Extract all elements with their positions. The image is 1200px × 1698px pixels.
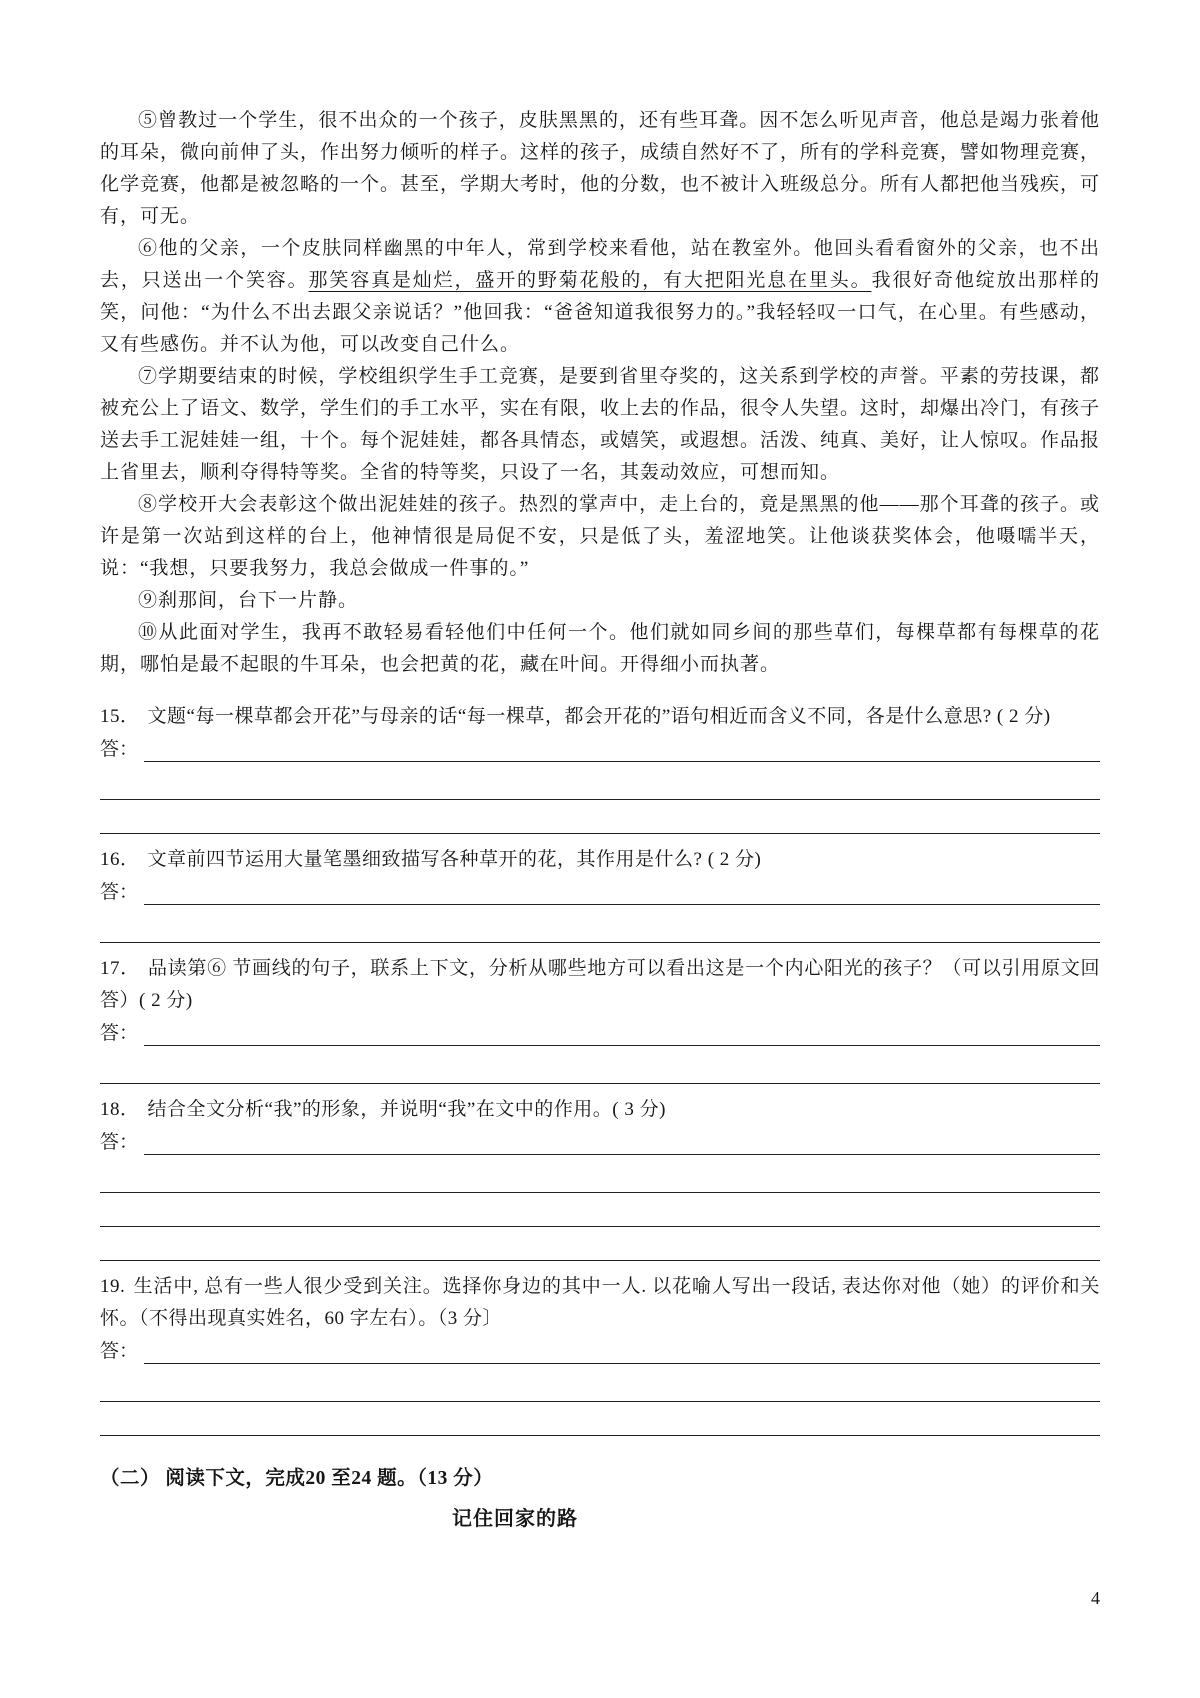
- answer-row: [100, 1335, 1100, 1368]
- question-15-number: 15．: [100, 706, 140, 727]
- answer-label: 答：: [100, 1132, 139, 1153]
- answer-label: 答：: [100, 739, 139, 760]
- answer-line: [100, 1227, 1100, 1261]
- answer-blank: [144, 872, 1100, 905]
- answer-blank: [144, 1122, 1100, 1155]
- answer-line: [100, 1159, 1100, 1193]
- answer-row: [100, 1126, 1100, 1159]
- passage-paragraph-9: ⑨刹那间，台下一片静。: [138, 590, 359, 611]
- answer-line: [100, 766, 1100, 800]
- answer-row: [100, 1017, 1100, 1050]
- answer-line: [100, 1050, 1100, 1084]
- answer-line: [100, 1368, 1100, 1402]
- answer-line: [100, 1193, 1100, 1227]
- answer-blank: [144, 729, 1100, 762]
- paragraph-6-underlined-sentence: 那笑容真是灿烂，盛开的野菊花般的，有大把阳光息在里头。: [308, 270, 872, 291]
- question-18-number: 18．: [100, 1099, 140, 1120]
- question-16-body: 文章前四节运用大量笔墨细致描写各种草开的花，其作用是什么? ( 2 分): [147, 849, 762, 870]
- passage-paragraph-8: ⑧学校开大会表彰这个做出泥娃娃的孩子。热烈的掌声中，走上台的，竟是黑黑的他——那个耳聋的孩子。或许是第一次站到这样的台上，他神情很是局促不安，只是低了头，羞涩地笑。让他谈获奖体会，他嗫嚅半天，说：“我想，只要我努力，我总会做成一件事的。”: [100, 494, 1100, 579]
- question-19: [100, 1271, 1100, 1436]
- question-16-number: 16．: [100, 849, 140, 870]
- question-18-body: 结合全文分析“我”的形象，并说明“我”在文中的作用。( 3 分): [147, 1099, 666, 1120]
- answer-line: [100, 800, 1100, 834]
- question-15: [100, 701, 1100, 834]
- passage-paragraph-10: ⑩从此面对学生，我再不敢轻易看轻他们中任何一个。他们就如同乡间的那些草们，每棵草都有每棵草的花期，哪怕是最不起眼的牛耳朵，也会把黄的花，藏在叶间。开得细小而执著。: [100, 622, 1100, 675]
- page-number: 4: [1091, 1588, 1100, 1608]
- question-17-number: 17．: [100, 958, 140, 979]
- passage-paragraph-6: [100, 233, 1100, 361]
- answer-label: 答：: [100, 1341, 139, 1362]
- paragraph-6-pre: ⑥他的父亲，一个皮肤同样幽黑的中年人，常到学校来看他，站在教室外。他回头看看窗外的父亲，也不出去，只送出一个笑容。: [100, 238, 1100, 291]
- section-2: [100, 1462, 1100, 1531]
- answer-line: [100, 1402, 1100, 1436]
- passage: [100, 105, 1100, 681]
- answer-label: 答：: [100, 882, 139, 903]
- paragraph-6-post: 我很好奇他绽放出那样的笑，问他：“为什么不出去跟父亲说话？”他回我：“爸爸知道我很努力的。”我轻轻叹一口气，在心里。有些感动，又有些感伤。并不认为他，可以改变自己什么。: [100, 270, 1100, 355]
- answer-label: 答：: [100, 1023, 139, 1044]
- question-19-number: 19.: [100, 1276, 126, 1297]
- passage-paragraph-7: ⑦学期要结束的时候，学校组织学生手工竞赛，是要到省里夺奖的，这关系到学校的声誉。平素的劳技课，都被充公上了语文、数学，学生们的手工水平，实在有限，收上去的作品，很令人失望。这时，却爆出冷门，有孩子送去手工泥娃娃一组，十个。每个泥娃娃，都各具情态，或嬉笑，或遐想。活泼、纯真、美好，让人惊叹。作品报上省里去，顺利夺得特等奖。全省的特等奖，只设了一名，其轰动效应，可想而知。: [100, 366, 1101, 483]
- answer-row: [100, 733, 1100, 766]
- answer-line: [100, 909, 1100, 943]
- answer-blank: [144, 1013, 1100, 1046]
- question-17-body: 品读第⑥ 节画线的句子，联系上下文，分析从哪些地方可以看出这是一个内心阳光的孩子？（可以引用原文回答）( 2 分): [100, 958, 1100, 1011]
- passage-paragraph-5: ⑤曾教过一个学生，很不出众的一个孩子，皮肤黑黑的，还有些耳聋。因不怎么听见声音，他总是竭力张着他的耳朵，微向前伸了头，作出努力倾听的样子。这样的孩子，成绩自然好不了，所有的学科竞赛，譬如物理竞赛，化学竞赛，他都是被忽略的一个。甚至，学期大考时，他的分数，也不被计入班级总分。所有人都把他当残疾，可有，可无。: [100, 110, 1101, 227]
- answer-row: [100, 876, 1100, 909]
- question-18: [100, 1094, 1100, 1261]
- section-2-heading: （二） 阅读下文，完成20 至24 题。（13 分）: [100, 1468, 494, 1489]
- question-16: [100, 844, 1100, 943]
- question-15-body: 文题“每一棵草都会开花”与母亲的话“每一棵草，都会开花的”语句相近而含义不同，各是什么意思? ( 2 分): [147, 706, 1051, 727]
- question-19-text: [100, 1271, 1100, 1335]
- answer-blank: [144, 1331, 1100, 1364]
- question-17-text: [100, 953, 1100, 1017]
- question-19-body: 生活中, 总有一些人很少受到关注。选择你身边的其中一人. 以花喻人写出一段话, 表达你对他（她）的评价和关怀。（不得出现真实姓名，60 字左右）。（3 分〕: [100, 1276, 1100, 1329]
- reading-passage-2-title: 记住回家的路: [452, 1508, 578, 1530]
- question-17: [100, 953, 1100, 1084]
